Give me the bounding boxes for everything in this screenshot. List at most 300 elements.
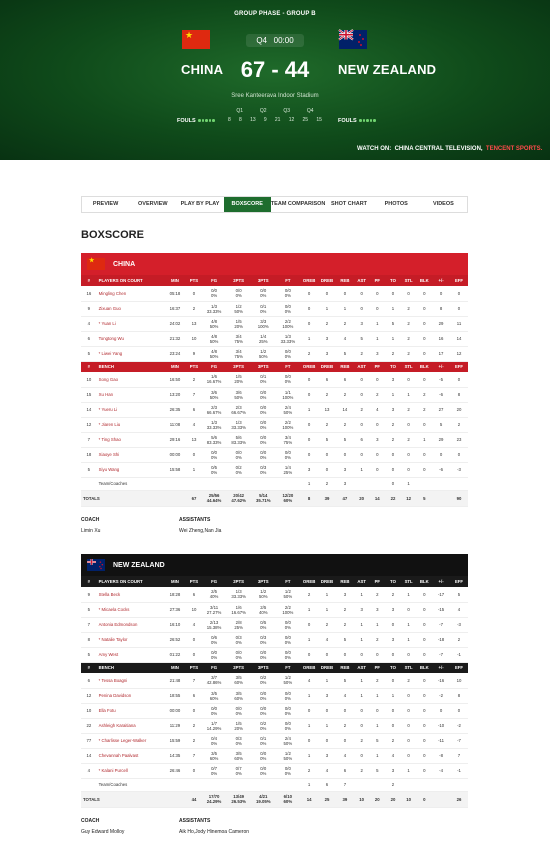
column-header[interactable]: STL — [401, 361, 417, 372]
stat-cell: 16 — [81, 286, 97, 301]
column-header[interactable]: MIN — [164, 361, 186, 372]
stat-cell: 0 — [416, 718, 432, 733]
stat-cell: 21:48 — [164, 673, 186, 688]
stat-cell: 5 — [416, 490, 432, 506]
stat-cell: 1/4 25% — [251, 331, 276, 346]
stat-cell: 6 — [318, 372, 336, 387]
column-header[interactable]: AST — [354, 275, 370, 286]
stat-cell: 0/0 0% — [202, 703, 227, 718]
player-name-link[interactable]: * Yuan Li — [97, 316, 164, 331]
column-header[interactable]: 3PTS — [251, 662, 276, 673]
player-name-link[interactable]: * Jiaren Liu — [97, 417, 164, 432]
column-header[interactable]: DREB — [318, 275, 336, 286]
stat-cell: 3/11 27.27% — [202, 602, 227, 617]
stat-cell: 3 — [336, 477, 354, 490]
column-header[interactable]: STL — [401, 275, 417, 286]
table-row — [81, 462, 468, 477]
column-header[interactable]: OREB — [300, 576, 318, 587]
team-coaches-row — [81, 477, 468, 490]
stat-cell: 0 — [450, 372, 468, 387]
player-name-link[interactable]: * Tessa Boagni — [97, 673, 164, 688]
column-header[interactable]: BENCH — [97, 361, 164, 372]
stat-cell: 0 — [336, 733, 354, 748]
stat-cell: 29:16 — [164, 432, 186, 447]
column-header[interactable]: BLK — [416, 275, 432, 286]
stat-cell: 2 — [318, 387, 336, 402]
stat-cell: 1/2 50% — [276, 748, 301, 763]
stat-cell: 5 — [385, 316, 401, 331]
stat-cell: 0 — [369, 417, 385, 432]
stat-cell: 0/5 0% — [202, 462, 227, 477]
stat-cell: 0 — [385, 617, 401, 632]
stat-cell: 0 — [369, 647, 385, 662]
column-header[interactable]: 2PTS — [226, 576, 251, 587]
stat-cell: 26:52 — [164, 632, 186, 647]
stat-cell — [202, 778, 227, 791]
column-header[interactable]: FG — [202, 576, 227, 587]
tab-photos[interactable]: PHOTOS — [384, 201, 408, 207]
stat-cell: 3/4 75% — [226, 331, 251, 346]
broadcaster-cctv-link[interactable]: CHINA CENTRAL TELEVISION, — [394, 146, 483, 152]
column-header[interactable]: BLK — [416, 361, 432, 372]
tab-overview[interactable]: OVERVIEW — [138, 201, 168, 207]
stat-cell: 3/5 60% — [226, 748, 251, 763]
stat-cell: 0 — [300, 617, 318, 632]
table-row — [81, 718, 468, 733]
column-header[interactable]: 2PTS — [226, 361, 251, 372]
column-header[interactable]: 3PTS — [251, 576, 276, 587]
stat-cell: 12 — [450, 346, 468, 361]
stat-cell: 0 — [300, 733, 318, 748]
column-header[interactable]: TO — [385, 662, 401, 673]
stat-cell: 0 — [354, 447, 370, 462]
column-header[interactable]: FT — [276, 361, 301, 372]
nz-coaches: COACH Guy Edward Molloy ASSISTANTS Aik Ho,Jody Hinemoa Cameron — [81, 817, 250, 835]
stat-cell: 0 — [401, 647, 417, 662]
column-header[interactable]: OREB — [300, 361, 318, 372]
stat-cell — [226, 477, 251, 490]
table-header-row — [81, 361, 468, 372]
column-header[interactable]: # — [81, 275, 97, 286]
game-header — [0, 0, 550, 160]
stat-cell: 6/10 60% — [276, 791, 301, 807]
stat-cell — [354, 778, 370, 791]
stat-cell: 4 — [318, 763, 336, 778]
totals-row — [81, 791, 468, 807]
column-header[interactable]: PF — [369, 576, 385, 587]
stat-cell: 2 — [354, 346, 370, 361]
stat-cell: 3 — [385, 632, 401, 647]
stat-cell — [432, 778, 450, 791]
stat-cell: 15 — [81, 387, 97, 402]
stat-cell: 1 — [318, 587, 336, 602]
player-name-link[interactable]: * Ting Shao — [97, 432, 164, 447]
stat-cell: 0/0 0% — [251, 387, 276, 402]
stat-cell: Team/Coaches — [97, 477, 164, 490]
stat-cell: 00:00 — [164, 447, 186, 462]
column-header[interactable]: EFF — [450, 662, 468, 673]
nz-stats-table — [81, 576, 468, 808]
stat-cell: 1/6 16.67% — [202, 372, 227, 387]
column-header[interactable]: PTS — [186, 576, 202, 587]
column-header[interactable]: BENCH — [97, 662, 164, 673]
player-name-link[interactable]: Antonia Edmondson — [97, 617, 164, 632]
china-coach: Limin Xu — [81, 527, 101, 534]
stat-cell: TOTALS — [81, 490, 97, 506]
stat-cell: 0 — [354, 748, 370, 763]
column-header[interactable]: REB — [336, 576, 354, 587]
stat-cell: -7 — [432, 647, 450, 662]
column-header[interactable]: FT — [276, 275, 301, 286]
final-score: 67 - 44 — [240, 57, 310, 82]
tab-team-comparison[interactable]: TEAM COMPARISON — [270, 201, 326, 207]
column-header[interactable]: OREB — [300, 662, 318, 673]
stat-cell: -16 — [432, 673, 450, 688]
stat-cell: 0 — [186, 763, 202, 778]
column-header[interactable]: PTS — [186, 361, 202, 372]
stat-cell: 0/1 0% — [251, 301, 276, 316]
player-name-link[interactable]: * Liwei Yang — [97, 346, 164, 361]
column-header[interactable]: PF — [369, 662, 385, 673]
stat-cell: 7 — [81, 617, 97, 632]
china-assistants: Wei Zheng,Nan Jia — [179, 527, 222, 534]
stat-cell: 0 — [318, 733, 336, 748]
column-header[interactable]: 3PTS — [251, 275, 276, 286]
stat-cell: 1/2 50% — [251, 346, 276, 361]
column-header[interactable]: STL — [401, 576, 417, 587]
column-header[interactable]: # — [81, 662, 97, 673]
player-name-link[interactable]: Song Gao — [97, 372, 164, 387]
stat-cell: -18 — [432, 632, 450, 647]
stat-cell: 3 — [385, 372, 401, 387]
stat-cell: 0 — [385, 647, 401, 662]
stat-cell: 0/0 0% — [251, 447, 276, 462]
stat-cell: 26 — [450, 791, 468, 807]
stat-cell: 1 — [401, 587, 417, 602]
stat-cell: 0 — [300, 417, 318, 432]
stat-cell: 0 — [300, 647, 318, 662]
stat-cell: 0/3 0% — [251, 632, 276, 647]
column-header[interactable]: BLK — [416, 576, 432, 587]
table-header-row — [81, 662, 468, 673]
stat-cell: 6 — [354, 432, 370, 447]
stat-cell: 6 — [336, 372, 354, 387]
column-header[interactable]: +/- — [432, 662, 450, 673]
stat-cell: 0 — [354, 286, 370, 301]
stat-cell: 23 — [450, 432, 468, 447]
stat-cell: 0 — [416, 587, 432, 602]
stat-cell: 0 — [354, 417, 370, 432]
table-header-row — [81, 576, 468, 587]
column-header[interactable]: FT — [276, 576, 301, 587]
column-header[interactable]: AST — [354, 576, 370, 587]
column-header[interactable]: TO — [385, 275, 401, 286]
player-name-link[interactable]: Siyu Wang — [97, 462, 164, 477]
stat-cell: 13:20 — [164, 387, 186, 402]
stat-cell: 3 — [354, 602, 370, 617]
stat-cell: 27:36 — [164, 602, 186, 617]
player-name-link[interactable]: Ella Fotu — [97, 703, 164, 718]
stat-cell — [202, 477, 227, 490]
stat-cell: 0/0 0% — [276, 617, 301, 632]
stat-cell: 3/5 60% — [202, 688, 227, 703]
stat-cell: 0 — [186, 647, 202, 662]
stat-cell: 0 — [300, 703, 318, 718]
player-name-link[interactable]: * Charlisse Leger-Walker — [97, 733, 164, 748]
column-header[interactable]: PF — [369, 275, 385, 286]
column-header[interactable]: STL — [401, 662, 417, 673]
stat-cell: 0 — [318, 286, 336, 301]
column-header[interactable]: PLAYERS ON COURT — [97, 576, 164, 587]
player-name-link[interactable]: Chevannah Paalvast — [97, 748, 164, 763]
stat-cell: 11:29 — [164, 718, 186, 733]
stat-cell: 14 — [369, 490, 385, 506]
stat-cell: Team/Coaches — [97, 778, 164, 791]
column-header[interactable]: EFF — [450, 275, 468, 286]
quarter-header: Q3 — [283, 108, 291, 114]
stat-cell: 0 — [432, 703, 450, 718]
player-name-link[interactable]: Stella Beck — [97, 587, 164, 602]
column-header[interactable]: BLK — [416, 662, 432, 673]
column-header[interactable]: EFF — [450, 576, 468, 587]
player-name-link[interactable]: * Natalie Taylor — [97, 632, 164, 647]
stat-cell: 20 — [354, 490, 370, 506]
stat-cell: 6 — [318, 778, 336, 791]
new-zealand-flag-icon — [87, 559, 105, 571]
column-header[interactable]: TO — [385, 361, 401, 372]
china-team-header: ★ CHINA — [81, 253, 468, 275]
player-name-link[interactable]: Tongtong Wu — [97, 331, 164, 346]
tab-boxscore[interactable]: BOXSCORE — [224, 197, 271, 212]
player-name-link[interactable]: Zixuan Guo — [97, 301, 164, 316]
stat-cell: -5 — [432, 372, 450, 387]
stat-cell: -15 — [432, 602, 450, 617]
stat-cell: 5 — [354, 331, 370, 346]
stat-cell: 6 — [336, 763, 354, 778]
stat-cell — [186, 778, 202, 791]
player-name-link[interactable]: Mingling Chen — [97, 286, 164, 301]
table-row — [81, 587, 468, 602]
column-header[interactable]: PLAYERS ON COURT — [97, 275, 164, 286]
tab-preview[interactable]: PREVIEW — [92, 201, 119, 207]
stat-cell: 9 — [81, 587, 97, 602]
stat-cell — [276, 778, 301, 791]
column-header[interactable]: FG — [202, 275, 227, 286]
stat-cell: 20 — [369, 791, 385, 807]
column-header[interactable]: # — [81, 361, 97, 372]
stat-cell: 5 — [369, 733, 385, 748]
stat-cell: 2 — [318, 477, 336, 490]
stat-cell: 2/4 50% — [276, 733, 301, 748]
column-header[interactable]: PF — [369, 361, 385, 372]
column-header[interactable]: MIN — [164, 662, 186, 673]
column-header[interactable]: REB — [336, 361, 354, 372]
column-header[interactable]: 3PTS — [251, 361, 276, 372]
stat-cell: -4 — [432, 763, 450, 778]
stat-cell: 1 — [300, 402, 318, 417]
player-name-link[interactable]: Amy West — [97, 647, 164, 662]
stat-cell: 14 — [300, 791, 318, 807]
column-header[interactable]: DREB — [318, 662, 336, 673]
stat-cell: 3/5 60% — [226, 673, 251, 688]
stat-cell: 2 — [336, 316, 354, 331]
stat-cell — [251, 477, 276, 490]
column-header[interactable]: AST — [354, 361, 370, 372]
stat-cell: 5/14 35.71% — [251, 490, 276, 506]
stat-cell — [354, 477, 370, 490]
stat-cell: 77 — [81, 733, 97, 748]
stat-cell: 1 — [401, 632, 417, 647]
stat-cell: 0 — [369, 372, 385, 387]
column-header[interactable]: MIN — [164, 576, 186, 587]
column-header[interactable]: +/- — [432, 275, 450, 286]
stat-cell: 4 — [336, 748, 354, 763]
table-header-row — [81, 275, 468, 286]
player-name-link[interactable]: Xu Han — [97, 387, 164, 402]
stat-cell: 2 — [385, 432, 401, 447]
stat-cell: 0/0 0% — [251, 647, 276, 662]
stat-cell: 0/4 0% — [202, 733, 227, 748]
stat-cell: 2 — [385, 733, 401, 748]
column-header[interactable]: MIN — [164, 275, 186, 286]
watch-on: WATCH ON: CHINA CENTRAL TELEVISION, TENCENT SPORTS. — [357, 146, 543, 152]
stat-cell: 0 — [401, 417, 417, 432]
stat-cell: 18:28 — [164, 587, 186, 602]
stat-cell: 0 — [300, 301, 318, 316]
phase-label: GROUP PHASE - GROUP B — [234, 11, 316, 17]
column-header[interactable]: AST — [354, 662, 370, 673]
stat-cell: 0/3 0% — [251, 462, 276, 477]
column-header[interactable]: PTS — [186, 662, 202, 673]
stat-cell: 22 — [385, 490, 401, 506]
tab-play-by-play[interactable]: PLAY BY PLAY — [180, 201, 220, 207]
table-row — [81, 617, 468, 632]
stat-cell: 0 — [385, 477, 401, 490]
stat-cell: 2 — [450, 417, 468, 432]
column-header[interactable]: EFF — [450, 361, 468, 372]
column-header[interactable]: +/- — [432, 576, 450, 587]
player-name-link[interactable]: Ashleigh Karaitiana — [97, 718, 164, 733]
nz-team-header: NEW ZEALAND — [81, 554, 468, 576]
stat-cell: 5 — [318, 432, 336, 447]
stat-cell: 0 — [416, 647, 432, 662]
stat-cell: 2 — [401, 673, 417, 688]
column-header[interactable]: DREB — [318, 361, 336, 372]
stat-cell: 4 — [300, 673, 318, 688]
stat-cell: 0 — [385, 286, 401, 301]
stat-cell: 0 — [401, 372, 417, 387]
player-name-link[interactable]: * Micaela Cocks — [97, 602, 164, 617]
stat-cell: 1 — [300, 331, 318, 346]
stat-cell: 0 — [416, 286, 432, 301]
stat-cell — [450, 477, 468, 490]
column-header[interactable]: PTS — [186, 275, 202, 286]
quarter-score: 21 — [274, 117, 281, 123]
tab-videos[interactable]: VIDEOS — [433, 201, 454, 207]
column-header[interactable]: DREB — [318, 576, 336, 587]
column-header[interactable]: +/- — [432, 361, 450, 372]
stat-cell: 0 — [450, 703, 468, 718]
stat-cell: 2 — [336, 617, 354, 632]
column-header[interactable]: # — [81, 576, 97, 587]
stat-cell: 0 — [385, 673, 401, 688]
stat-cell: 2/13 15.38% — [202, 617, 227, 632]
table-row — [81, 402, 468, 417]
page-title: BOXSCORE — [81, 229, 144, 241]
player-name-link[interactable]: Penina Davidson — [97, 688, 164, 703]
stat-cell: 1 — [300, 688, 318, 703]
stat-cell: 0 — [369, 462, 385, 477]
stat-cell: 39 — [336, 791, 354, 807]
stat-cell: 0/2 0% — [251, 718, 276, 733]
stat-cell: 2 — [318, 617, 336, 632]
player-name-link[interactable]: * Yueru Li — [97, 402, 164, 417]
stat-cell: 0/0 0% — [276, 301, 301, 316]
column-header[interactable]: 2PTS — [226, 275, 251, 286]
column-header[interactable]: FG — [202, 662, 227, 673]
stat-cell: 2 — [401, 402, 417, 417]
stat-cell: 0/0 0% — [202, 447, 227, 462]
quarter-score: 25 — [302, 117, 309, 123]
stat-cell: 1/2 50% — [276, 673, 301, 688]
table-row — [81, 316, 468, 331]
stat-cell: 11:08 — [164, 417, 186, 432]
stat-cell: 0 — [318, 703, 336, 718]
stat-cell: 0/2 0% — [251, 673, 276, 688]
stat-cell: 2 — [300, 587, 318, 602]
stat-cell: 1 — [300, 602, 318, 617]
stat-cell: 0 — [401, 462, 417, 477]
stat-cell: 0 — [401, 718, 417, 733]
stat-cell: -7 — [450, 733, 468, 748]
column-header[interactable]: TO — [385, 576, 401, 587]
column-header[interactable]: REB — [336, 275, 354, 286]
table-row — [81, 432, 468, 447]
stat-cell: 24:02 — [164, 316, 186, 331]
column-header[interactable]: FG — [202, 361, 227, 372]
column-header[interactable]: OREB — [300, 275, 318, 286]
broadcaster-tencent-link[interactable]: TENCENT SPORTS. — [485, 146, 543, 152]
quarter-label: Q4 — [256, 36, 267, 45]
column-header[interactable]: REB — [336, 662, 354, 673]
stat-cell: 1/3 33.33% — [202, 417, 227, 432]
stat-cell: 16:10 — [164, 617, 186, 632]
stat-cell: 2 — [336, 417, 354, 432]
column-header[interactable]: 2PTS — [226, 662, 251, 673]
china-flag-icon: ★ — [87, 258, 105, 270]
player-name-link[interactable]: * Kalani Purcell — [97, 763, 164, 778]
tab-shot-chart[interactable]: SHOT CHART — [330, 201, 368, 207]
column-header[interactable]: FT — [276, 662, 301, 673]
stat-cell: 13 — [318, 402, 336, 417]
quarter-score: 9 — [263, 117, 267, 123]
stat-cell: 7 — [186, 748, 202, 763]
stat-cell: 0 — [354, 301, 370, 316]
stat-cell: 1 — [318, 673, 336, 688]
stat-cell: 4 — [186, 617, 202, 632]
nz-boxscore — [81, 554, 468, 835]
stat-cell: 0 — [432, 447, 450, 462]
stat-cell: 14 — [81, 748, 97, 763]
stat-cell: 0 — [336, 647, 354, 662]
stat-cell: 0 — [416, 462, 432, 477]
stat-cell: 4 — [336, 688, 354, 703]
stat-cell: 3/5 60% — [226, 688, 251, 703]
player-name-link[interactable]: Xiaoye Shi — [97, 447, 164, 462]
totals-row — [81, 490, 468, 506]
stat-cell — [186, 477, 202, 490]
stat-cell: 2 — [336, 387, 354, 402]
